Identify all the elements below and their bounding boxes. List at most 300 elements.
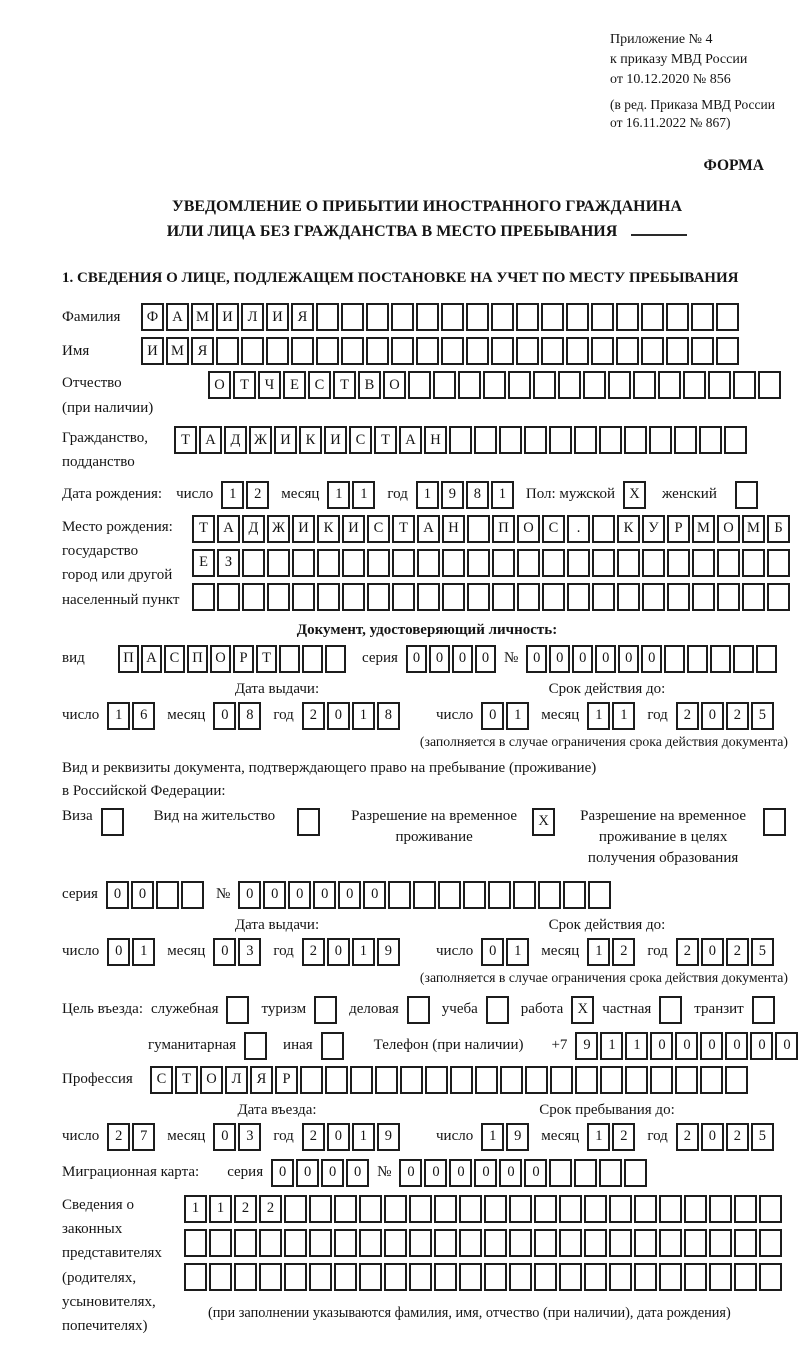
char-cell[interactable] bbox=[388, 881, 411, 909]
char-cell[interactable] bbox=[292, 583, 315, 611]
char-cell[interactable]: Д bbox=[224, 426, 247, 454]
char-cell[interactable]: 0 bbox=[481, 938, 504, 966]
char-cell[interactable]: Б bbox=[767, 515, 790, 543]
char-cell[interactable] bbox=[241, 337, 264, 365]
char-cell[interactable]: 0 bbox=[263, 881, 286, 909]
char-cell[interactable] bbox=[284, 1263, 307, 1291]
char-cell[interactable] bbox=[384, 1195, 407, 1223]
char-cell[interactable] bbox=[284, 1195, 307, 1223]
char-cell[interactable] bbox=[284, 1229, 307, 1257]
char-cell[interactable]: Т bbox=[192, 515, 215, 543]
permit-issue-year-boxes[interactable] bbox=[302, 938, 402, 966]
char-cell[interactable] bbox=[742, 549, 765, 577]
char-cell[interactable]: А bbox=[399, 426, 422, 454]
char-cell[interactable]: 3 bbox=[238, 1123, 261, 1151]
char-cell[interactable]: X bbox=[532, 808, 555, 836]
temp-permit-checkbox[interactable] bbox=[532, 808, 557, 836]
char-cell[interactable]: 0 bbox=[271, 1159, 294, 1187]
char-cell[interactable] bbox=[416, 337, 439, 365]
char-cell[interactable] bbox=[359, 1263, 382, 1291]
char-cell[interactable]: 0 bbox=[524, 1159, 547, 1187]
char-cell[interactable] bbox=[309, 1263, 332, 1291]
char-cell[interactable]: Я bbox=[191, 337, 214, 365]
char-cell[interactable]: 5 bbox=[751, 938, 774, 966]
char-cell[interactable]: 2 bbox=[246, 481, 269, 509]
char-cell[interactable] bbox=[434, 1263, 457, 1291]
char-cell[interactable] bbox=[488, 881, 511, 909]
char-cell[interactable] bbox=[584, 1195, 607, 1223]
purpose-private-checkbox[interactable] bbox=[659, 996, 684, 1024]
char-cell[interactable] bbox=[550, 1066, 573, 1094]
purpose-humanitarian-checkbox[interactable] bbox=[244, 1032, 269, 1060]
char-cell[interactable]: 0 bbox=[213, 702, 236, 730]
char-cell[interactable]: О bbox=[383, 371, 406, 399]
char-cell[interactable] bbox=[279, 645, 300, 673]
char-cell[interactable]: 0 bbox=[700, 1032, 723, 1060]
char-cell[interactable]: 0 bbox=[750, 1032, 773, 1060]
char-cell[interactable] bbox=[699, 426, 722, 454]
char-cell[interactable] bbox=[592, 583, 615, 611]
char-cell[interactable] bbox=[591, 337, 614, 365]
char-cell[interactable] bbox=[574, 1159, 597, 1187]
char-cell[interactable] bbox=[666, 337, 689, 365]
char-cell[interactable]: 2 bbox=[612, 938, 635, 966]
char-cell[interactable] bbox=[384, 1263, 407, 1291]
char-cell[interactable] bbox=[442, 583, 465, 611]
expiry-day-boxes[interactable] bbox=[481, 702, 531, 730]
char-cell[interactable]: Н bbox=[442, 515, 465, 543]
char-cell[interactable] bbox=[659, 1263, 682, 1291]
char-cell[interactable]: 2 bbox=[676, 1123, 699, 1151]
char-cell[interactable] bbox=[709, 1263, 732, 1291]
char-cell[interactable]: 1 bbox=[209, 1195, 232, 1223]
char-cell[interactable] bbox=[234, 1229, 257, 1257]
char-cell[interactable]: 0 bbox=[327, 702, 350, 730]
char-cell[interactable] bbox=[309, 1195, 332, 1223]
char-cell[interactable] bbox=[642, 549, 665, 577]
char-cell[interactable]: 0 bbox=[701, 938, 724, 966]
char-cell[interactable]: 1 bbox=[587, 938, 610, 966]
char-cell[interactable] bbox=[499, 426, 522, 454]
char-cell[interactable]: К bbox=[617, 515, 640, 543]
char-cell[interactable]: 1 bbox=[327, 481, 350, 509]
char-cell[interactable]: К bbox=[299, 426, 322, 454]
patronymic-boxes[interactable] bbox=[208, 371, 783, 399]
char-cell[interactable] bbox=[583, 371, 606, 399]
char-cell[interactable]: 9 bbox=[575, 1032, 598, 1060]
char-cell[interactable]: 1 bbox=[587, 1123, 610, 1151]
char-cell[interactable] bbox=[492, 583, 515, 611]
char-cell[interactable] bbox=[425, 1066, 448, 1094]
char-cell[interactable] bbox=[449, 426, 472, 454]
char-cell[interactable] bbox=[684, 1229, 707, 1257]
char-cell[interactable]: И bbox=[324, 426, 347, 454]
char-cell[interactable] bbox=[616, 337, 639, 365]
char-cell[interactable] bbox=[683, 371, 706, 399]
gender-male-checkbox[interactable] bbox=[623, 481, 648, 509]
char-cell[interactable]: 0 bbox=[618, 645, 639, 673]
char-cell[interactable]: Т bbox=[256, 645, 277, 673]
char-cell[interactable] bbox=[641, 337, 664, 365]
char-cell[interactable]: 0 bbox=[429, 645, 450, 673]
char-cell[interactable]: 0 bbox=[475, 645, 496, 673]
char-cell[interactable] bbox=[710, 645, 731, 673]
char-cell[interactable] bbox=[684, 1263, 707, 1291]
issue-day-boxes[interactable] bbox=[107, 702, 157, 730]
char-cell[interactable] bbox=[459, 1195, 482, 1223]
char-cell[interactable]: П bbox=[187, 645, 208, 673]
char-cell[interactable] bbox=[524, 426, 547, 454]
char-cell[interactable] bbox=[599, 1159, 622, 1187]
char-cell[interactable]: Л bbox=[225, 1066, 248, 1094]
char-cell[interactable] bbox=[559, 1229, 582, 1257]
char-cell[interactable] bbox=[467, 515, 490, 543]
char-cell[interactable] bbox=[334, 1263, 357, 1291]
char-cell[interactable]: 1 bbox=[506, 702, 529, 730]
char-cell[interactable]: 9 bbox=[377, 1123, 400, 1151]
char-cell[interactable] bbox=[625, 1066, 648, 1094]
char-cell[interactable] bbox=[617, 549, 640, 577]
char-cell[interactable]: Я bbox=[291, 303, 314, 331]
char-cell[interactable] bbox=[617, 583, 640, 611]
char-cell[interactable] bbox=[516, 303, 539, 331]
migration-number-boxes[interactable] bbox=[399, 1159, 649, 1187]
char-cell[interactable]: 0 bbox=[327, 938, 350, 966]
char-cell[interactable]: И bbox=[216, 303, 239, 331]
char-cell[interactable] bbox=[391, 303, 414, 331]
char-cell[interactable]: . bbox=[567, 515, 590, 543]
char-cell[interactable]: С bbox=[150, 1066, 173, 1094]
char-cell[interactable]: 1 bbox=[587, 702, 610, 730]
char-cell[interactable] bbox=[484, 1229, 507, 1257]
char-cell[interactable] bbox=[366, 303, 389, 331]
char-cell[interactable]: 0 bbox=[338, 881, 361, 909]
char-cell[interactable]: 2 bbox=[259, 1195, 282, 1223]
char-cell[interactable] bbox=[616, 303, 639, 331]
char-cell[interactable] bbox=[367, 549, 390, 577]
char-cell[interactable] bbox=[434, 1229, 457, 1257]
char-cell[interactable] bbox=[266, 337, 289, 365]
char-cell[interactable]: П bbox=[118, 645, 139, 673]
char-cell[interactable] bbox=[314, 996, 337, 1024]
char-cell[interactable]: 0 bbox=[327, 1123, 350, 1151]
char-cell[interactable]: Е bbox=[192, 549, 215, 577]
char-cell[interactable]: 7 bbox=[132, 1123, 155, 1151]
char-cell[interactable]: 2 bbox=[107, 1123, 130, 1151]
char-cell[interactable]: О bbox=[210, 645, 231, 673]
doc-series-boxes[interactable] bbox=[406, 645, 498, 673]
char-cell[interactable] bbox=[709, 1195, 732, 1223]
char-cell[interactable]: О bbox=[517, 515, 540, 543]
char-cell[interactable] bbox=[316, 303, 339, 331]
char-cell[interactable] bbox=[442, 549, 465, 577]
char-cell[interactable] bbox=[584, 1263, 607, 1291]
char-cell[interactable] bbox=[334, 1229, 357, 1257]
char-cell[interactable]: Т bbox=[333, 371, 356, 399]
char-cell[interactable]: А bbox=[166, 303, 189, 331]
char-cell[interactable]: 0 bbox=[775, 1032, 798, 1060]
permit-issue-day-boxes[interactable] bbox=[107, 938, 157, 966]
doc-number-boxes[interactable] bbox=[526, 645, 779, 673]
char-cell[interactable] bbox=[650, 1066, 673, 1094]
char-cell[interactable] bbox=[634, 1229, 657, 1257]
char-cell[interactable]: 0 bbox=[449, 1159, 472, 1187]
char-cell[interactable] bbox=[317, 583, 340, 611]
char-cell[interactable]: 0 bbox=[296, 1159, 319, 1187]
char-cell[interactable]: Д bbox=[242, 515, 265, 543]
char-cell[interactable]: 0 bbox=[595, 645, 616, 673]
char-cell[interactable]: 9 bbox=[506, 1123, 529, 1151]
char-cell[interactable]: О bbox=[208, 371, 231, 399]
char-cell[interactable] bbox=[759, 1263, 782, 1291]
char-cell[interactable] bbox=[575, 1066, 598, 1094]
char-cell[interactable] bbox=[734, 1263, 757, 1291]
char-cell[interactable] bbox=[342, 583, 365, 611]
expiry-year-boxes[interactable] bbox=[676, 702, 776, 730]
purpose-tourism-checkbox[interactable] bbox=[314, 996, 339, 1024]
char-cell[interactable] bbox=[742, 583, 765, 611]
char-cell[interactable] bbox=[549, 426, 572, 454]
char-cell[interactable] bbox=[717, 583, 740, 611]
char-cell[interactable] bbox=[716, 303, 739, 331]
char-cell[interactable]: 0 bbox=[650, 1032, 673, 1060]
char-cell[interactable] bbox=[667, 549, 690, 577]
char-cell[interactable] bbox=[558, 371, 581, 399]
purpose-transit-checkbox[interactable] bbox=[752, 996, 777, 1024]
char-cell[interactable]: 3 bbox=[238, 938, 261, 966]
birth-place-row3[interactable] bbox=[192, 583, 792, 611]
char-cell[interactable] bbox=[486, 996, 509, 1024]
char-cell[interactable] bbox=[624, 1159, 647, 1187]
char-cell[interactable] bbox=[559, 1195, 582, 1223]
given-name-boxes[interactable] bbox=[141, 337, 741, 365]
phone-boxes[interactable] bbox=[575, 1032, 800, 1060]
char-cell[interactable]: 0 bbox=[106, 881, 129, 909]
char-cell[interactable] bbox=[267, 583, 290, 611]
char-cell[interactable] bbox=[391, 337, 414, 365]
char-cell[interactable] bbox=[759, 1195, 782, 1223]
char-cell[interactable]: Р bbox=[275, 1066, 298, 1094]
char-cell[interactable] bbox=[156, 881, 179, 909]
char-cell[interactable]: 0 bbox=[481, 702, 504, 730]
char-cell[interactable] bbox=[459, 1229, 482, 1257]
char-cell[interactable] bbox=[400, 1066, 423, 1094]
char-cell[interactable] bbox=[734, 1229, 757, 1257]
char-cell[interactable]: 1 bbox=[352, 938, 375, 966]
migration-series-boxes[interactable] bbox=[271, 1159, 371, 1187]
char-cell[interactable]: Р bbox=[667, 515, 690, 543]
char-cell[interactable] bbox=[541, 337, 564, 365]
char-cell[interactable]: X bbox=[623, 481, 646, 509]
char-cell[interactable]: 1 bbox=[416, 481, 439, 509]
char-cell[interactable] bbox=[534, 1195, 557, 1223]
char-cell[interactable]: X bbox=[571, 996, 594, 1024]
char-cell[interactable] bbox=[491, 303, 514, 331]
purpose-work-checkbox[interactable] bbox=[571, 996, 596, 1024]
char-cell[interactable] bbox=[291, 337, 314, 365]
char-cell[interactable] bbox=[217, 583, 240, 611]
purpose-study-checkbox[interactable] bbox=[486, 996, 511, 1024]
char-cell[interactable] bbox=[259, 1229, 282, 1257]
char-cell[interactable]: Т bbox=[392, 515, 415, 543]
char-cell[interactable]: 0 bbox=[701, 1123, 724, 1151]
char-cell[interactable]: 1 bbox=[352, 1123, 375, 1151]
char-cell[interactable] bbox=[409, 1263, 432, 1291]
char-cell[interactable] bbox=[541, 303, 564, 331]
char-cell[interactable] bbox=[517, 549, 540, 577]
char-cell[interactable] bbox=[321, 1032, 344, 1060]
char-cell[interactable]: 1 bbox=[352, 481, 375, 509]
char-cell[interactable] bbox=[409, 1195, 432, 1223]
char-cell[interactable] bbox=[591, 303, 614, 331]
char-cell[interactable] bbox=[101, 808, 124, 836]
char-cell[interactable] bbox=[244, 1032, 267, 1060]
char-cell[interactable]: И bbox=[274, 426, 297, 454]
permit-issue-month-boxes[interactable] bbox=[213, 938, 263, 966]
char-cell[interactable]: Ф bbox=[141, 303, 164, 331]
char-cell[interactable]: 2 bbox=[302, 1123, 325, 1151]
char-cell[interactable]: 1 bbox=[481, 1123, 504, 1151]
char-cell[interactable] bbox=[559, 1263, 582, 1291]
char-cell[interactable] bbox=[409, 1229, 432, 1257]
char-cell[interactable]: 0 bbox=[701, 702, 724, 730]
char-cell[interactable]: И bbox=[342, 515, 365, 543]
char-cell[interactable] bbox=[375, 1066, 398, 1094]
char-cell[interactable]: 0 bbox=[452, 645, 473, 673]
char-cell[interactable] bbox=[341, 337, 364, 365]
char-cell[interactable] bbox=[433, 371, 456, 399]
char-cell[interactable]: 5 bbox=[751, 1123, 774, 1151]
char-cell[interactable]: 0 bbox=[346, 1159, 369, 1187]
char-cell[interactable]: Т bbox=[174, 426, 197, 454]
char-cell[interactable]: 5 bbox=[751, 702, 774, 730]
char-cell[interactable]: 0 bbox=[131, 881, 154, 909]
char-cell[interactable] bbox=[624, 426, 647, 454]
char-cell[interactable] bbox=[242, 583, 265, 611]
char-cell[interactable] bbox=[492, 549, 515, 577]
birth-year-boxes[interactable] bbox=[416, 481, 516, 509]
char-cell[interactable] bbox=[341, 303, 364, 331]
char-cell[interactable] bbox=[459, 1263, 482, 1291]
char-cell[interactable] bbox=[359, 1229, 382, 1257]
char-cell[interactable] bbox=[542, 583, 565, 611]
char-cell[interactable]: 0 bbox=[725, 1032, 748, 1060]
expiry-month-boxes[interactable] bbox=[587, 702, 637, 730]
char-cell[interactable] bbox=[242, 549, 265, 577]
char-cell[interactable] bbox=[692, 583, 715, 611]
char-cell[interactable] bbox=[592, 515, 615, 543]
char-cell[interactable] bbox=[763, 808, 786, 836]
char-cell[interactable] bbox=[691, 337, 714, 365]
char-cell[interactable]: 0 bbox=[213, 938, 236, 966]
char-cell[interactable]: 0 bbox=[406, 645, 427, 673]
char-cell[interactable]: О bbox=[200, 1066, 223, 1094]
char-cell[interactable]: В bbox=[358, 371, 381, 399]
char-cell[interactable] bbox=[641, 303, 664, 331]
char-cell[interactable] bbox=[649, 426, 672, 454]
char-cell[interactable] bbox=[267, 549, 290, 577]
char-cell[interactable]: И bbox=[266, 303, 289, 331]
char-cell[interactable]: Я bbox=[250, 1066, 273, 1094]
char-cell[interactable] bbox=[752, 996, 775, 1024]
char-cell[interactable] bbox=[392, 583, 415, 611]
char-cell[interactable] bbox=[525, 1066, 548, 1094]
char-cell[interactable] bbox=[491, 337, 514, 365]
char-cell[interactable]: 0 bbox=[499, 1159, 522, 1187]
char-cell[interactable] bbox=[599, 426, 622, 454]
char-cell[interactable] bbox=[413, 881, 436, 909]
char-cell[interactable] bbox=[658, 371, 681, 399]
char-cell[interactable] bbox=[216, 337, 239, 365]
char-cell[interactable]: Р bbox=[233, 645, 254, 673]
char-cell[interactable]: З bbox=[217, 549, 240, 577]
char-cell[interactable] bbox=[759, 1229, 782, 1257]
char-cell[interactable] bbox=[234, 1263, 257, 1291]
char-cell[interactable]: С bbox=[542, 515, 565, 543]
citizenship-boxes[interactable] bbox=[174, 426, 749, 454]
char-cell[interactable] bbox=[508, 371, 531, 399]
char-cell[interactable] bbox=[408, 371, 431, 399]
char-cell[interactable] bbox=[659, 1229, 682, 1257]
char-cell[interactable]: 6 bbox=[132, 702, 155, 730]
char-cell[interactable]: 1 bbox=[506, 938, 529, 966]
char-cell[interactable]: 8 bbox=[238, 702, 261, 730]
char-cell[interactable] bbox=[724, 426, 747, 454]
char-cell[interactable] bbox=[609, 1195, 632, 1223]
char-cell[interactable] bbox=[463, 881, 486, 909]
char-cell[interactable]: 0 bbox=[213, 1123, 236, 1151]
char-cell[interactable] bbox=[691, 303, 714, 331]
char-cell[interactable] bbox=[350, 1066, 373, 1094]
char-cell[interactable] bbox=[467, 583, 490, 611]
char-cell[interactable] bbox=[483, 371, 506, 399]
char-cell[interactable]: А bbox=[141, 645, 162, 673]
char-cell[interactable] bbox=[384, 1229, 407, 1257]
char-cell[interactable] bbox=[534, 1263, 557, 1291]
char-cell[interactable] bbox=[342, 549, 365, 577]
char-cell[interactable] bbox=[687, 645, 708, 673]
char-cell[interactable] bbox=[474, 426, 497, 454]
char-cell[interactable]: 0 bbox=[313, 881, 336, 909]
permit-number-boxes[interactable] bbox=[238, 881, 613, 909]
char-cell[interactable]: 0 bbox=[549, 645, 570, 673]
birth-day-boxes[interactable] bbox=[221, 481, 271, 509]
char-cell[interactable]: Л bbox=[241, 303, 264, 331]
char-cell[interactable]: 0 bbox=[474, 1159, 497, 1187]
char-cell[interactable] bbox=[667, 583, 690, 611]
gender-female-checkbox[interactable] bbox=[735, 481, 760, 509]
purpose-other-checkbox[interactable] bbox=[321, 1032, 346, 1060]
permit-expiry-month-boxes[interactable] bbox=[587, 938, 637, 966]
entry-month-boxes[interactable] bbox=[213, 1123, 263, 1151]
char-cell[interactable]: С bbox=[308, 371, 331, 399]
char-cell[interactable] bbox=[584, 1229, 607, 1257]
visa-checkbox[interactable] bbox=[101, 808, 126, 836]
char-cell[interactable]: И bbox=[141, 337, 164, 365]
char-cell[interactable]: 8 bbox=[377, 702, 400, 730]
char-cell[interactable] bbox=[458, 371, 481, 399]
char-cell[interactable] bbox=[566, 303, 589, 331]
char-cell[interactable] bbox=[534, 1229, 557, 1257]
char-cell[interactable] bbox=[692, 549, 715, 577]
profession-boxes[interactable] bbox=[150, 1066, 750, 1094]
char-cell[interactable] bbox=[484, 1263, 507, 1291]
char-cell[interactable]: С bbox=[349, 426, 372, 454]
char-cell[interactable]: 1 bbox=[221, 481, 244, 509]
char-cell[interactable] bbox=[633, 371, 656, 399]
char-cell[interactable] bbox=[725, 1066, 748, 1094]
char-cell[interactable] bbox=[209, 1229, 232, 1257]
